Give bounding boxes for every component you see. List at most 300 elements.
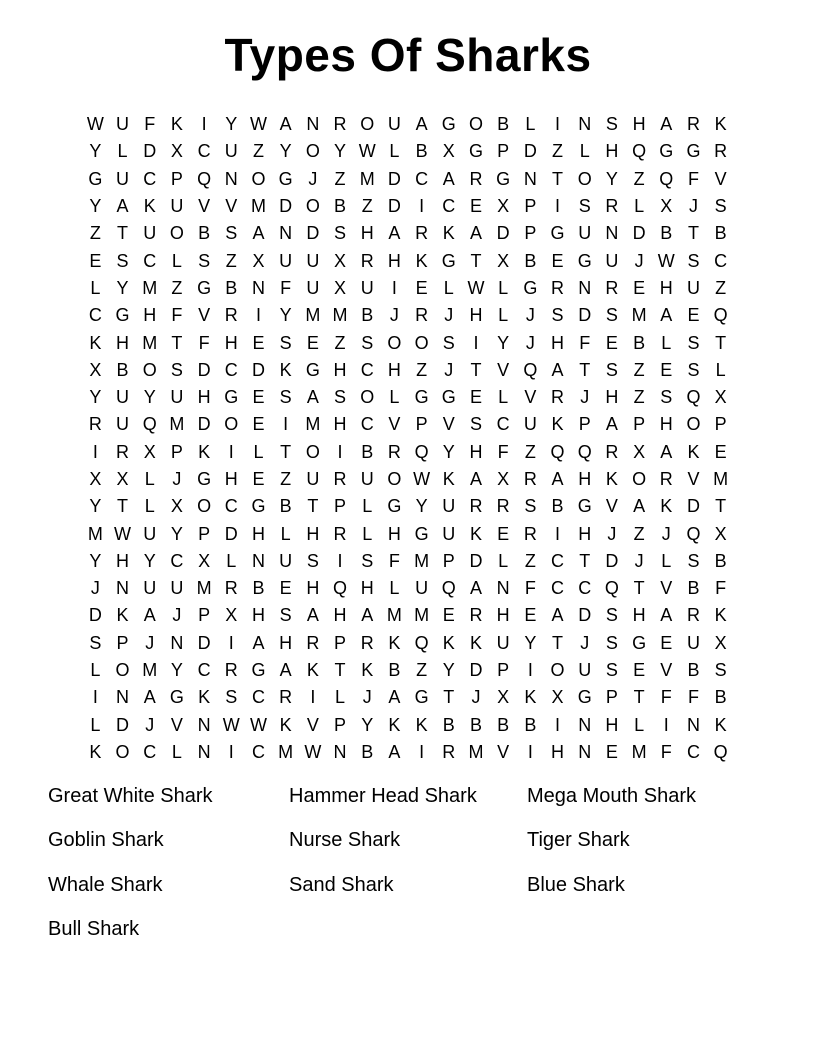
grid-letter: H [197, 387, 211, 408]
grid-letter: X [89, 469, 102, 489]
grid-letter: D [143, 141, 157, 162]
grid-letter: S [442, 332, 455, 353]
grid-letter: R [551, 387, 565, 408]
grid-letter: M [87, 523, 103, 544]
grid-letter: C [224, 359, 238, 380]
grid-letter: U [523, 414, 537, 435]
grid-letter: G [414, 687, 429, 708]
grid-letter: D [469, 660, 483, 681]
grid-letter: R [442, 741, 456, 762]
grid-letter: Q [333, 578, 348, 599]
grid-letter: G [659, 141, 674, 162]
grid-letter: C [197, 660, 211, 681]
grid-letter: B [714, 550, 727, 571]
grid-letter: B [198, 223, 211, 244]
grid-letter: Q [197, 168, 212, 189]
grid-letter: Y [170, 523, 183, 544]
grid-letter: B [388, 660, 401, 681]
grid-letter: P [334, 632, 347, 653]
grid-letter: Q [686, 523, 701, 544]
grid-letter: N [170, 632, 184, 653]
grid-letter: B [361, 305, 374, 326]
grid-letter: K [170, 114, 183, 135]
grid-letter: T [443, 687, 455, 708]
grid-letter: M [305, 305, 321, 326]
grid-letter: J [172, 605, 182, 626]
grid-letter: S [687, 250, 700, 271]
grid-letter: J [362, 687, 372, 708]
grid-letter: I [337, 441, 343, 462]
grid-letter: E [252, 332, 265, 353]
grid-letter: Y [361, 714, 374, 735]
grid-letter: M [414, 605, 430, 626]
grid-letter: O [360, 114, 375, 135]
grid-letter: G [577, 250, 592, 271]
grid-letter: D [387, 196, 401, 217]
grid-letter: C [143, 250, 157, 271]
grid-letter: B [334, 196, 347, 217]
grid-letter: Y [415, 496, 428, 517]
grid-letter: Q [686, 387, 701, 408]
grid-letter: W [304, 741, 322, 762]
grid-letter: V [605, 496, 618, 517]
grid-letter: R [686, 114, 700, 135]
grid-letter: X [334, 277, 347, 298]
grid-letter: P [578, 414, 591, 435]
grid-letter: J [444, 359, 454, 380]
grid-letter: P [334, 714, 347, 735]
grid-letter: T [171, 332, 183, 353]
grid-letter: E [524, 605, 537, 626]
grid-letter: R [224, 660, 238, 681]
grid-letter: T [579, 359, 591, 380]
grid-letter: R [469, 496, 483, 517]
grid-letter: R [387, 441, 401, 462]
grid-letter: O [305, 196, 320, 217]
grid-letter: R [605, 196, 619, 217]
grid-letter: R [333, 523, 347, 544]
grid-letter: A [660, 114, 673, 135]
grid-letter: H [306, 523, 320, 544]
grid-letter: B [687, 578, 700, 599]
grid-letter: T [117, 223, 129, 244]
grid-letter: E [660, 632, 673, 653]
grid-letter: H [306, 578, 320, 599]
grid-letter: S [605, 660, 618, 681]
grid-letter: N [224, 168, 238, 189]
grid-letter: S [116, 250, 129, 271]
grid-letter: G [387, 496, 402, 517]
grid-letter: Q [659, 168, 674, 189]
grid-letter: U [686, 632, 700, 653]
grid-letter: V [388, 414, 401, 435]
grid-letter: F [687, 168, 699, 189]
grid-letter: L [389, 141, 400, 162]
grid-letter: K [714, 114, 727, 135]
word-list-item: Bull Shark [48, 918, 140, 941]
grid-letter: X [497, 196, 510, 217]
grid-letter: F [579, 332, 591, 353]
grid-letter: D [605, 550, 619, 571]
grid-letter: S [361, 550, 374, 571]
grid-letter: R [469, 168, 483, 189]
grid-letter: F [144, 114, 156, 135]
grid-letter: M [305, 414, 321, 435]
grid-letter: L [715, 359, 726, 380]
grid-letter: E [714, 441, 727, 462]
grid-letter: G [441, 250, 456, 271]
grid-letter: A [279, 660, 292, 681]
grid-letter: G [468, 141, 483, 162]
grid-letter: O [550, 660, 565, 681]
grid-letter: U [279, 250, 293, 271]
grid-letter: H [496, 605, 510, 626]
grid-letter: U [224, 141, 238, 162]
grid-letter: K [279, 714, 292, 735]
grid-letter: I [283, 414, 289, 435]
grid-letter: M [359, 168, 375, 189]
grid-letter: C [360, 414, 374, 435]
grid-letter: L [90, 714, 101, 735]
grid-letter: Z [633, 387, 645, 408]
grid-letter: A [442, 168, 455, 189]
grid-letter: W [657, 250, 675, 271]
grid-letter: V [442, 414, 455, 435]
grid-letter: G [197, 469, 212, 489]
grid-letter: A [143, 605, 156, 626]
grid-letter: S [687, 359, 700, 380]
grid-letter: R [116, 441, 130, 462]
grid-letter: G [550, 223, 565, 244]
grid-letter: S [334, 223, 347, 244]
grid-letter: E [279, 578, 292, 599]
grid-letter: J [634, 250, 644, 271]
grid-letter: Y [89, 550, 102, 571]
grid-letter: A [469, 578, 482, 599]
grid-letter: R [279, 687, 293, 708]
grid-letter: H [632, 114, 646, 135]
grid-letter: Q [414, 441, 429, 462]
grid-letter: U [387, 114, 401, 135]
grid-letter: S [279, 605, 292, 626]
grid-letter: B [497, 114, 510, 135]
grid-letter: U [306, 469, 320, 489]
grid-letter: K [687, 441, 700, 462]
grid-letter: E [415, 277, 428, 298]
grid-letter: L [280, 523, 291, 544]
grid-letter: E [469, 387, 482, 408]
grid-letter: J [580, 632, 590, 653]
grid-letter: K [415, 250, 428, 271]
grid-letter: M [468, 741, 484, 762]
grid-letter: V [170, 714, 183, 735]
grid-letter: K [551, 414, 564, 435]
grid-letter: C [496, 414, 510, 435]
grid-letter: U [170, 196, 184, 217]
grid-letter: L [171, 250, 182, 271]
grid-letter: N [197, 741, 211, 762]
grid-letter: X [170, 496, 183, 517]
grid-letter: H [605, 141, 619, 162]
grid-letter: E [633, 660, 646, 681]
grid-letter: L [498, 387, 509, 408]
grid-letter: L [661, 550, 672, 571]
grid-letter: V [524, 387, 537, 408]
grid-letter: K [714, 605, 727, 626]
grid-letter: H [469, 441, 483, 462]
grid-letter: N [251, 550, 265, 571]
grid-letter: W [222, 714, 240, 735]
grid-letter: C [251, 741, 265, 762]
grid-letter: M [142, 660, 158, 681]
grid-letter: D [197, 414, 211, 435]
grid-letter: S [687, 550, 700, 571]
grid-letter: G [278, 168, 293, 189]
grid-letter: T [552, 632, 564, 653]
grid-letter: S [361, 332, 374, 353]
grid-letter: I [228, 741, 234, 762]
grid-letter: D [279, 196, 293, 217]
grid-letter: X [714, 387, 727, 408]
word-list-item: Hammer Head Shark [289, 784, 477, 807]
grid-letter: O [577, 168, 592, 189]
grid-letter: K [415, 714, 428, 735]
word-list-item: Blue Shark [527, 873, 625, 896]
grid-letter: Y [170, 660, 183, 681]
grid-letter: K [388, 632, 401, 653]
grid-letter: I [201, 114, 207, 135]
grid-letter: U [116, 168, 130, 189]
grid-letter: U [415, 578, 429, 599]
grid-letter: W [114, 523, 132, 544]
grid-letter: U [306, 277, 320, 298]
grid-letter: L [443, 277, 454, 298]
grid-letter: A [551, 469, 564, 489]
grid-letter: N [605, 223, 619, 244]
grid-letter: X [252, 250, 265, 271]
grid-letter: I [255, 305, 261, 326]
grid-letter: H [387, 359, 401, 380]
grid-letter: G [197, 277, 212, 298]
grid-letter: Z [524, 441, 536, 462]
grid-letter: U [360, 277, 374, 298]
grid-letter: R [523, 523, 537, 544]
grid-letter: M [414, 550, 430, 571]
grid-letter: V [225, 196, 238, 217]
grid-letter: B [524, 250, 537, 271]
grid-letter: A [660, 441, 673, 462]
grid-letter: N [523, 168, 537, 189]
grid-letter: O [169, 223, 184, 244]
grid-letter: T [715, 332, 727, 353]
grid-letter: G [88, 168, 103, 189]
grid-letter: C [251, 687, 265, 708]
grid-letter: S [605, 305, 618, 326]
grid-letter: H [551, 741, 565, 762]
grid-letter: V [687, 469, 700, 489]
grid-letter: A [388, 741, 401, 762]
grid-letter: P [633, 414, 646, 435]
grid-letter: E [252, 387, 265, 408]
grid-letter: M [631, 741, 647, 762]
grid-letter: K [306, 660, 319, 681]
grid-letter: Y [334, 141, 347, 162]
grid-letter: S [605, 359, 618, 380]
grid-letter: A [551, 605, 564, 626]
grid-letter: E [469, 196, 482, 217]
grid-letter: P [198, 605, 211, 626]
grid-letter: I [310, 687, 316, 708]
grid-letter: W [358, 141, 376, 162]
grid-letter: B [361, 741, 374, 762]
grid-letter: P [170, 441, 183, 462]
grid-letter: N [279, 223, 293, 244]
grid-letter: L [362, 523, 373, 544]
grid-letter: E [89, 250, 102, 271]
grid-letter: B [714, 687, 727, 708]
grid-letter: L [117, 141, 128, 162]
grid-letter: D [88, 605, 102, 626]
grid-letter: L [498, 277, 509, 298]
grid-letter: Q [441, 578, 456, 599]
grid-letter: P [116, 632, 129, 653]
grid-letter: R [686, 605, 700, 626]
grid-letter: O [305, 441, 320, 462]
grid-letter: A [551, 359, 564, 380]
grid-letter: I [391, 277, 397, 298]
grid-letter: D [306, 223, 320, 244]
grid-letter: N [578, 714, 592, 735]
grid-letter: P [605, 687, 618, 708]
grid-letter: G [305, 359, 320, 380]
grid-letter: A [469, 223, 482, 244]
grid-letter: O [251, 168, 266, 189]
grid-letter: S [578, 196, 591, 217]
grid-letter: J [580, 387, 590, 408]
grid-letter: A [279, 114, 292, 135]
grid-letter: D [632, 223, 646, 244]
grid-letter: S [279, 387, 292, 408]
grid-letter: U [306, 250, 320, 271]
grid-letter: E [605, 741, 618, 762]
grid-letter: F [715, 578, 727, 599]
grid-letter: U [143, 223, 157, 244]
grid-letter: X [714, 523, 727, 544]
word-list-item: Tiger Shark [527, 829, 630, 852]
grid-letter: P [524, 196, 537, 217]
grid-letter: C [551, 578, 565, 599]
grid-letter: V [660, 578, 673, 599]
grid-letter: T [633, 578, 645, 599]
grid-letter: Z [334, 168, 346, 189]
grid-letter: A [306, 387, 319, 408]
grid-letter: U [578, 660, 592, 681]
grid-letter: D [469, 550, 483, 571]
grid-letter: K [89, 741, 102, 762]
grid-letter: T [307, 496, 319, 517]
grid-letter: U [143, 523, 157, 544]
grid-letter: L [90, 277, 101, 298]
grid-letter: H [251, 605, 265, 626]
grid-letter: Z [416, 359, 428, 380]
grid-letter: J [525, 305, 535, 326]
grid-letter: I [92, 687, 98, 708]
grid-letter: K [469, 523, 482, 544]
grid-letter: Y [89, 196, 102, 217]
word-list-item: Goblin Shark [48, 829, 164, 852]
grid-letter: O [115, 660, 130, 681]
grid-letter: P [524, 223, 537, 244]
grid-letter: D [523, 141, 537, 162]
grid-letter: Z [252, 141, 264, 162]
grid-letter: D [387, 168, 401, 189]
grid-letter: P [497, 141, 510, 162]
grid-letter: B [687, 660, 700, 681]
grid-letter: M [713, 469, 729, 489]
grid-letter: U [116, 114, 130, 135]
grid-letter: E [660, 359, 673, 380]
grid-letter: N [116, 687, 130, 708]
grid-letter: B [252, 578, 265, 599]
grid-letter: M [278, 741, 294, 762]
grid-letter: S [605, 114, 618, 135]
grid-letter: K [279, 359, 292, 380]
grid-letter: X [551, 687, 564, 708]
grid-letter: H [469, 305, 483, 326]
grid-letter: L [661, 332, 672, 353]
grid-letter: Y [605, 168, 618, 189]
grid-letter: U [496, 632, 510, 653]
grid-letter: R [360, 250, 374, 271]
grid-letter: F [497, 441, 509, 462]
grid-letter: T [552, 168, 564, 189]
grid-letter: I [527, 741, 533, 762]
grid-letter: T [633, 687, 645, 708]
grid-letter: Y [279, 305, 292, 326]
grid-letter: K [116, 605, 129, 626]
grid-letter: R [415, 223, 429, 244]
grid-letter: E [442, 605, 455, 626]
grid-letter: R [306, 632, 320, 653]
grid-letter: Y [524, 632, 537, 653]
grid-letter: P [415, 414, 428, 435]
grid-letter: Z [225, 250, 237, 271]
grid-letter: H [333, 605, 347, 626]
grid-letter: M [386, 605, 402, 626]
grid-letter: G [224, 387, 239, 408]
grid-letter: B [415, 141, 428, 162]
grid-letter: X [334, 250, 347, 271]
grid-letter: I [527, 660, 533, 681]
grid-letter: Y [442, 441, 455, 462]
grid-letter: W [249, 714, 267, 735]
grid-letter: J [471, 687, 481, 708]
grid-letter: Q [604, 578, 619, 599]
grid-letter: O [632, 469, 647, 489]
grid-letter: D [197, 632, 211, 653]
grid-letter: C [143, 168, 157, 189]
grid-letter: D [686, 496, 700, 517]
grid-letter: A [660, 305, 673, 326]
grid-letter: H [360, 223, 374, 244]
grid-letter: H [116, 550, 130, 571]
grid-letter: O [305, 141, 320, 162]
grid-letter: G [577, 687, 592, 708]
grid-letter: G [577, 496, 592, 517]
grid-letter: T [687, 223, 699, 244]
grid-letter: Z [171, 277, 183, 298]
grid-letter: H [224, 469, 238, 489]
